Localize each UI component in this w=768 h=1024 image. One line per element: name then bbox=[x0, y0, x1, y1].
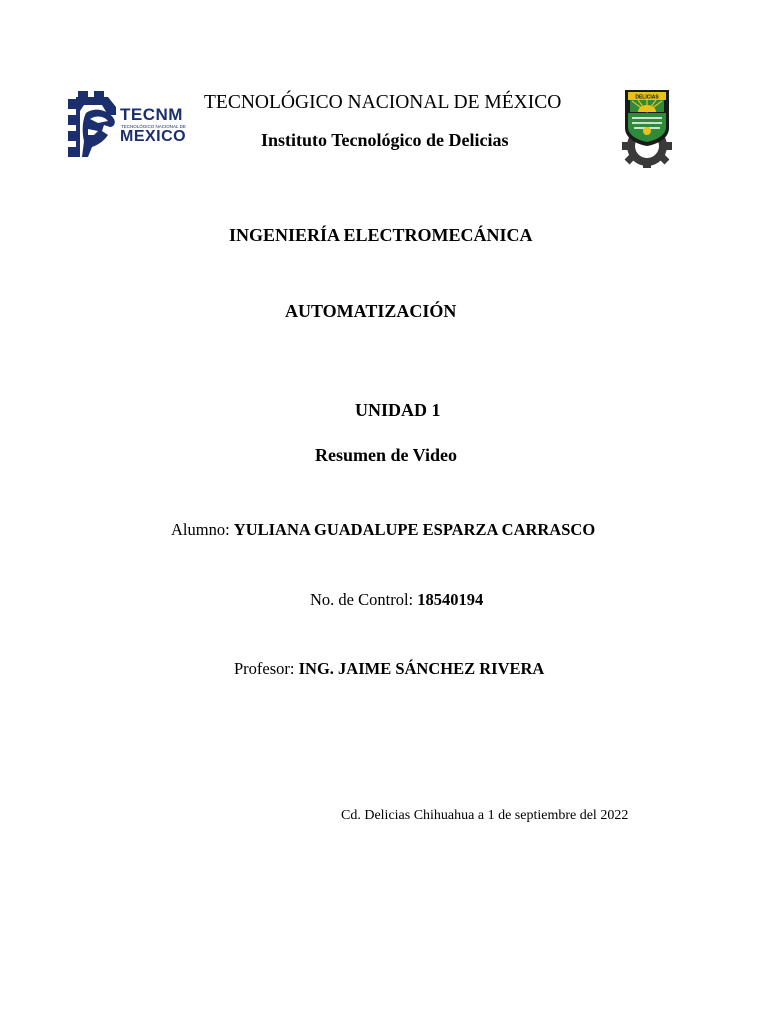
control-label: No. de Control: bbox=[310, 590, 414, 609]
itd-shield-icon bbox=[618, 86, 676, 170]
subject-title: AUTOMATIZACIÓN bbox=[285, 301, 457, 321]
professor-line bbox=[234, 659, 544, 679]
tecnm-logo-text: TECNM bbox=[120, 105, 183, 124]
professor-label: Profesor: bbox=[234, 659, 295, 678]
campus-title: Instituto Tecnológico de Delicias bbox=[261, 130, 509, 150]
student-name: YULIANA GUADALUPE ESPARZA CARRASCO bbox=[233, 520, 596, 539]
professor-name: ING. JAIME SÁNCHEZ RIVERA bbox=[298, 659, 545, 678]
control-line bbox=[310, 590, 483, 610]
tecnm-logo-icon bbox=[68, 91, 188, 161]
tecnm-gear-head-icon bbox=[68, 91, 120, 161]
control-number: 18540194 bbox=[417, 590, 484, 609]
student-line bbox=[171, 520, 595, 540]
place-date: Cd. Delicias Chihuahua a 1 de septiembre del 2022 bbox=[341, 808, 629, 823]
unit-title: UNIDAD 1 bbox=[355, 400, 441, 420]
institution-title: TECNOLÓGICO NACIONAL DE MÉXICO bbox=[204, 92, 562, 113]
itd-emblem-icon bbox=[618, 86, 676, 170]
itd-emblem-band-text: DELICIAS bbox=[635, 94, 659, 101]
topic-title: Resumen de Video bbox=[315, 445, 458, 465]
student-label: Alumno: bbox=[171, 520, 230, 539]
tecnm-logo-mexico: MEXICO bbox=[120, 128, 187, 145]
career-title: INGENIERÍA ELECTROMECÁNICA bbox=[229, 225, 533, 245]
tecnm-logo-subtext: TECNOLÓGICO NACIONAL DE bbox=[121, 124, 186, 129]
